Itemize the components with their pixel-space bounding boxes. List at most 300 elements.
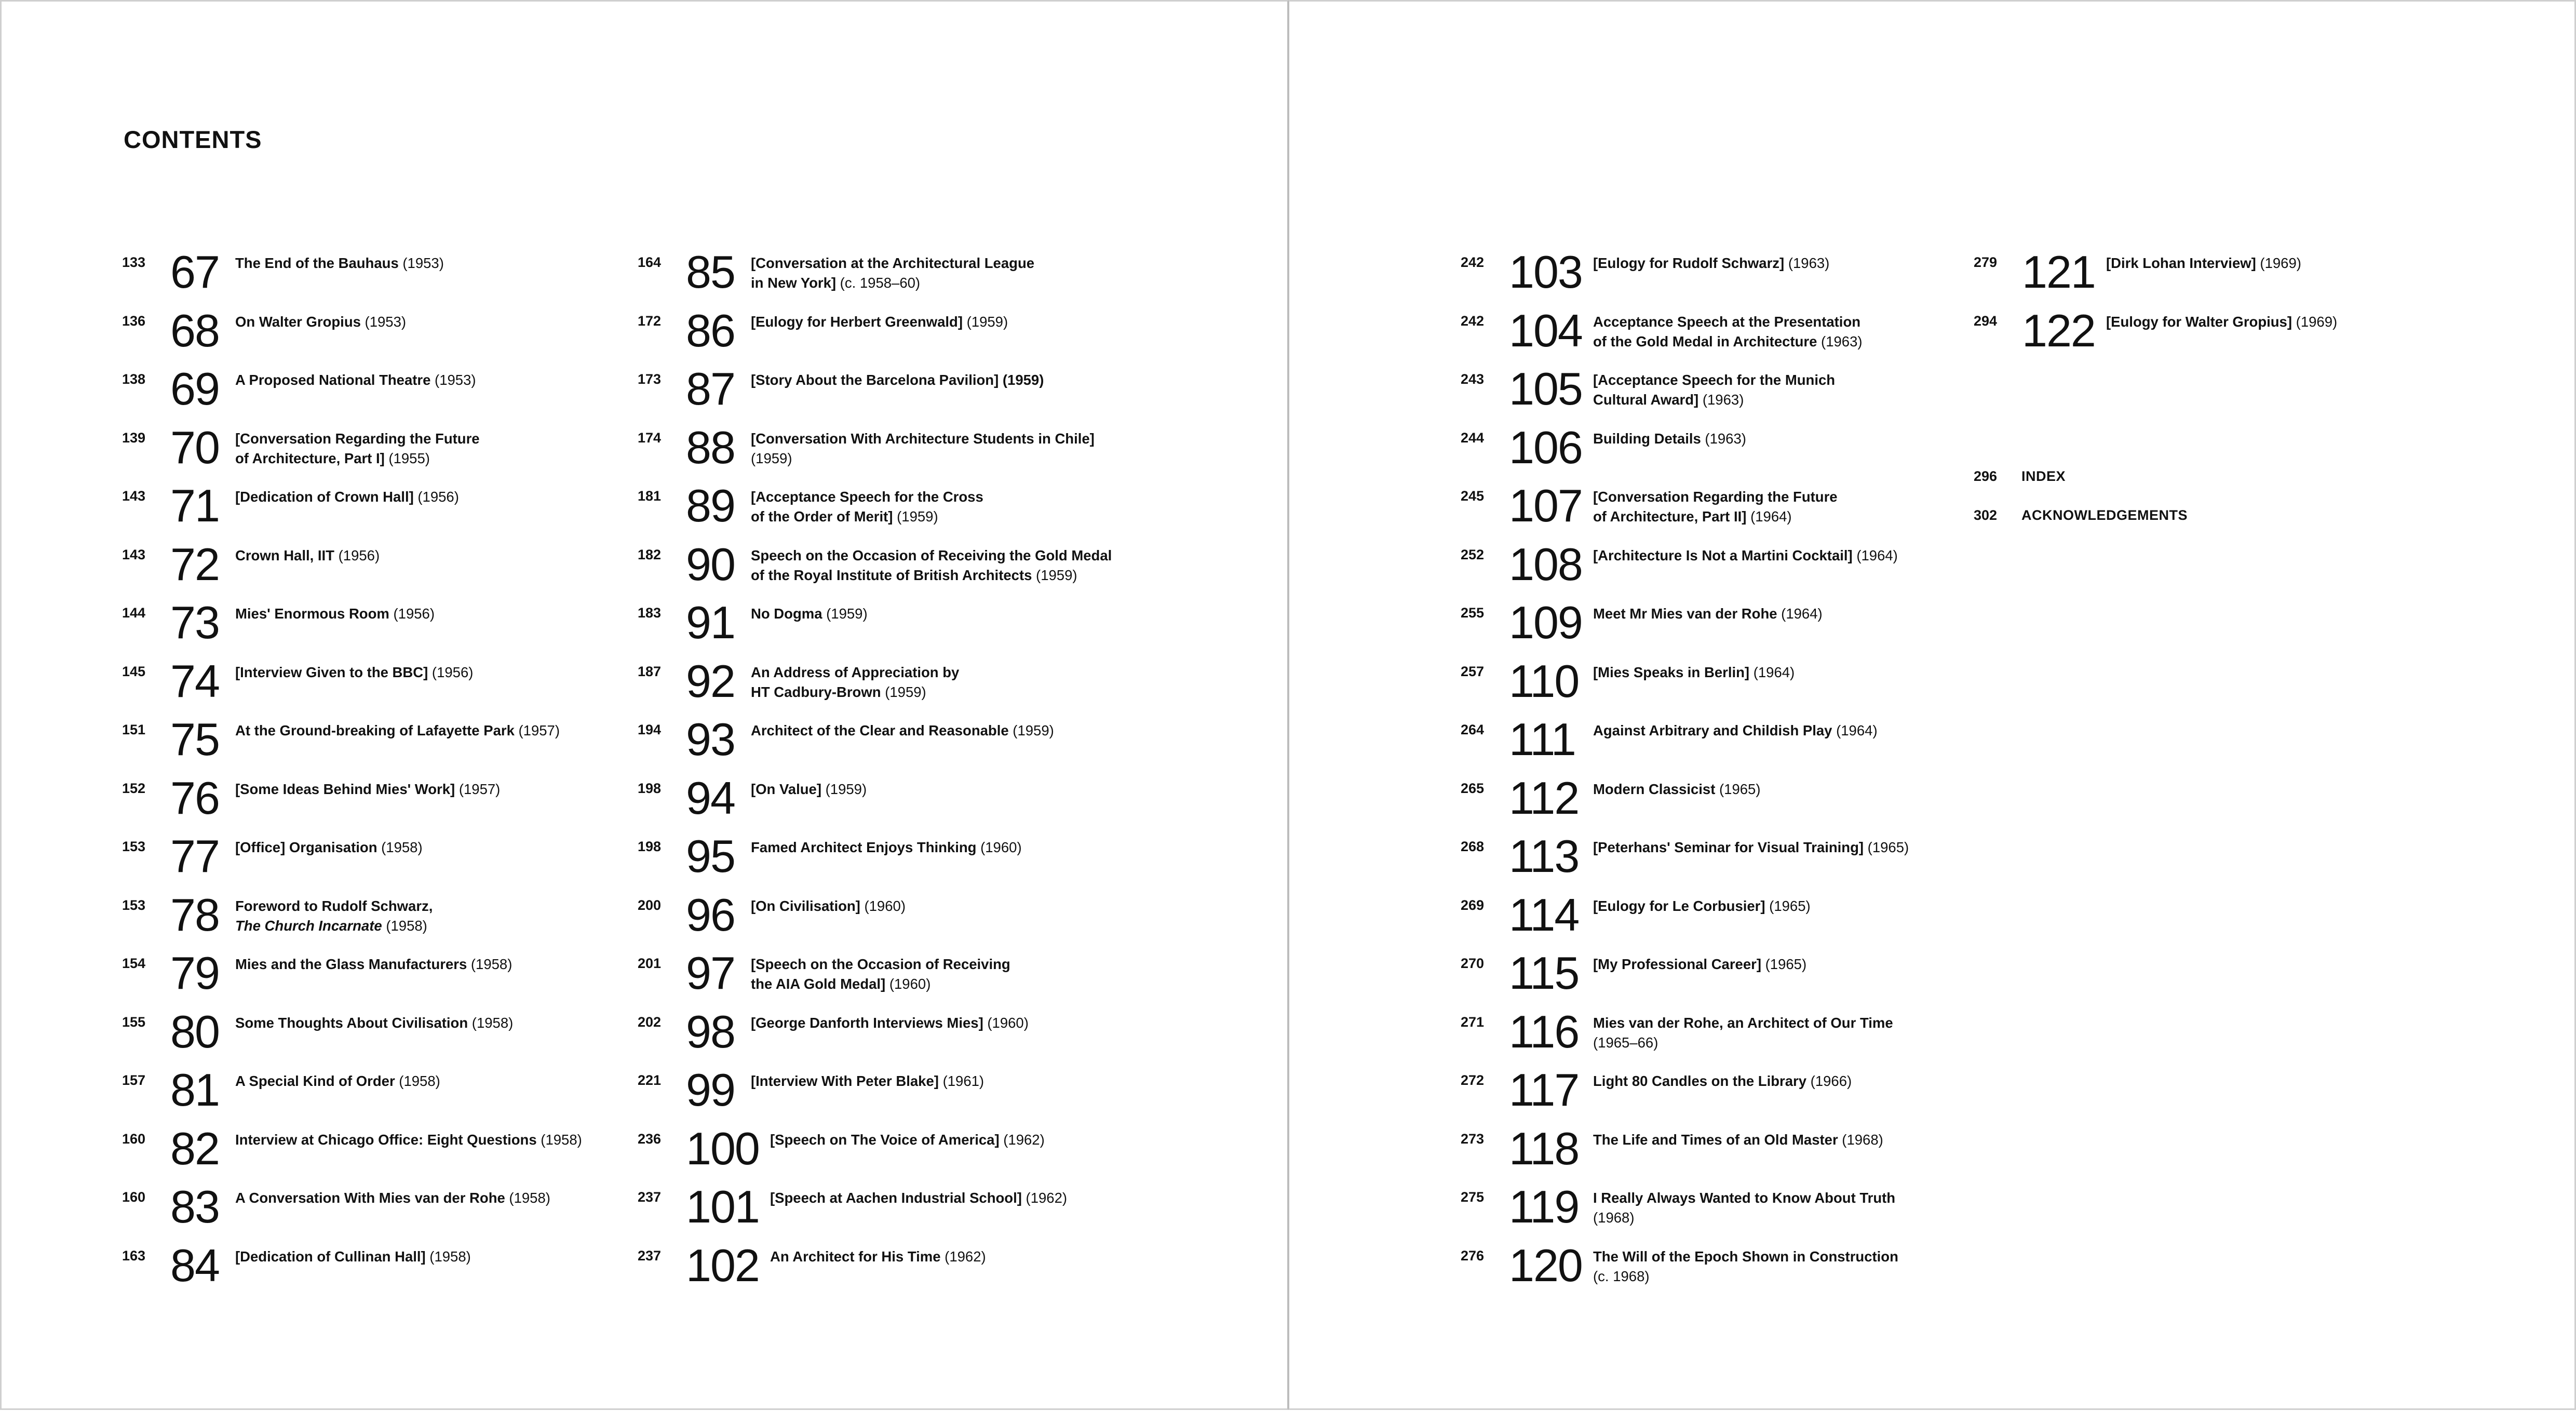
toc-entry-year: (1958) [468, 1014, 514, 1031]
toc-entry[interactable] [1974, 304, 2493, 371]
toc-entry[interactable] [122, 246, 641, 312]
toc-entry-title [751, 721, 1151, 741]
toc-title-line: Interview at Chicago Office: Eight Questions (1958) [235, 1131, 582, 1148]
toc-entry-title [1593, 1188, 1993, 1228]
page-title: CONTENTS [124, 126, 262, 153]
toc-page-number: 153 [122, 897, 146, 913]
toc-entry-number: 103 [1509, 246, 1582, 298]
toc-entry[interactable] [122, 655, 641, 721]
toc-entry-title [751, 487, 1151, 527]
toc-page-number: 133 [122, 254, 146, 270]
toc-entry-year: (1956) [389, 606, 435, 622]
toc-entry[interactable] [638, 714, 1157, 780]
toc-entry-title [235, 721, 635, 741]
toc-title-line: Mies van der Rohe, an Architect of Our Time [1593, 1014, 1893, 1031]
toc-page-number: 243 [1461, 371, 1485, 387]
toc-entry-number: 71 [170, 480, 219, 531]
toc-entry[interactable] [1461, 363, 1980, 429]
toc-entry-title [751, 253, 1151, 293]
toc-entry-year: (1965) [1761, 956, 1807, 972]
toc-entry-title [751, 1013, 1151, 1033]
toc-title-line: Modern Classicist (1965) [1593, 781, 1761, 797]
toc-entry-year: (1965) [1864, 839, 1909, 855]
toc-page-number: 236 [638, 1131, 662, 1147]
toc-entry[interactable] [1461, 655, 1980, 721]
toc-entry-title [751, 955, 1151, 994]
toc-title-line: Building Details (1963) [1593, 430, 1746, 447]
toc-entry-year: (c. 1968) [1593, 1268, 1650, 1284]
toc-entry-number: 89 [686, 480, 735, 531]
toc-entry-year: (1956) [428, 664, 474, 680]
toc-entry[interactable] [1461, 1181, 1980, 1247]
toc-entry-title [1593, 429, 1993, 449]
toc-entry[interactable] [638, 597, 1157, 663]
toc-entry[interactable] [122, 480, 641, 546]
toc-title-line [1593, 1208, 1993, 1228]
toc-title-line: An Address of Appreciation by [751, 664, 960, 680]
toc-entry-title [1593, 663, 1993, 682]
toc-entry[interactable] [1461, 597, 1980, 663]
toc-column-right-1 [1461, 246, 1980, 1305]
toc-page-number: 244 [1461, 429, 1485, 446]
toc-entry-number: 101 [686, 1181, 759, 1232]
toc-entry-title [235, 663, 635, 682]
toc-title-line: [Eulogy for Walter Gropius] (1969) [2106, 313, 2338, 330]
toc-entry-title [235, 955, 635, 974]
toc-entry[interactable] [122, 714, 641, 780]
toc-entry-year: (1958) [377, 839, 423, 855]
toc-title-line: [Interview Given to the BBC] (1956) [235, 664, 474, 680]
toc-page-number: 242 [1461, 313, 1485, 329]
toc-page-number: 160 [122, 1131, 146, 1147]
toc-entry-title [1593, 312, 1993, 352]
toc-entry[interactable] [1461, 1005, 1980, 1072]
toc-entry-year: (1964) [1749, 664, 1795, 680]
toc-entry-year: (1959) [881, 683, 926, 700]
toc-column-left-2 [638, 246, 1157, 1305]
toc-page-number: 273 [1461, 1131, 1485, 1147]
toc-entry-number: 84 [170, 1239, 219, 1291]
backmatter-label: INDEX [2021, 468, 2066, 484]
toc-entry-number: 76 [170, 772, 219, 824]
toc-entry-number: 98 [686, 1005, 735, 1057]
toc-page-number: 200 [638, 897, 662, 913]
toc-entry-number: 73 [170, 597, 219, 648]
toc-entry-year: (1964) [1777, 606, 1823, 622]
toc-entry[interactable] [638, 1239, 1157, 1306]
toc-title-line: [Acceptance Speech for the Munich [1593, 372, 1836, 388]
toc-title-line: of Architecture, Part I] (1955) [235, 450, 430, 466]
toc-entry[interactable] [638, 772, 1157, 838]
toc-title-line: the AIA Gold Medal] (1960) [751, 976, 931, 992]
toc-entry-year: (1957) [455, 781, 501, 797]
toc-title-line [1593, 1267, 1993, 1286]
toc-page-number: 163 [122, 1247, 146, 1264]
toc-entry[interactable] [1461, 1239, 1980, 1306]
toc-title-line: No Dogma (1959) [751, 606, 868, 622]
toc-entry-title [751, 896, 1151, 916]
toc-entry-year: (1963) [1817, 333, 1863, 350]
toc-entry-title [235, 429, 635, 468]
toc-title-line: [Dedication of Cullinan Hall] (1958) [235, 1248, 471, 1265]
toc-title-line: Mies and the Glass Manufacturers (1958) [235, 956, 512, 972]
toc-page-number: 144 [122, 605, 146, 621]
toc-entry-number: 82 [170, 1122, 219, 1174]
toc-page-number: 152 [122, 780, 146, 796]
toc-page-number: 201 [638, 956, 662, 971]
toc-page-number: 265 [1461, 780, 1485, 796]
toc-title-line: [Speech on the Occasion of Receiving [751, 956, 1010, 972]
toc-title-line: [My Professional Career] (1965) [1593, 956, 1807, 972]
toc-entry-number: 69 [170, 363, 219, 414]
toc-entry[interactable] [638, 1181, 1157, 1247]
toc-entry-year: (1959) [1032, 567, 1077, 583]
toc-entry-year: (1959) [999, 372, 1044, 388]
toc-entry[interactable] [122, 889, 641, 955]
toc-page-number: 194 [638, 722, 662, 737]
toc-page-number: 136 [122, 313, 146, 329]
toc-entry[interactable] [638, 480, 1157, 546]
toc-entry[interactable] [638, 304, 1157, 371]
toc-entry-number: 109 [1509, 597, 1582, 648]
toc-title-line: Against Arbitrary and Childish Play (1964) [1593, 722, 1878, 738]
toc-entry-title [235, 487, 635, 507]
toc-entry-number: 118 [1509, 1122, 1579, 1174]
toc-entry[interactable] [122, 1239, 641, 1306]
toc-entry-title [751, 1071, 1151, 1091]
toc-entry-year: (1962) [999, 1131, 1045, 1148]
toc-entry-year: (1960) [885, 976, 931, 992]
toc-entry[interactable] [638, 655, 1157, 721]
toc-entry-title [235, 1013, 635, 1033]
toc-page-number: 270 [1461, 956, 1485, 971]
toc-entry-year: (c. 1958–60) [836, 275, 921, 291]
toc-entry[interactable] [122, 947, 641, 1013]
toc-entry-number: 70 [170, 421, 219, 473]
toc-title-line: of the Royal Institute of British Architects (1959) [751, 567, 1077, 583]
toc-entry-number: 116 [1509, 1005, 1579, 1057]
toc-entry-number: 104 [1509, 304, 1582, 356]
toc-entry[interactable] [122, 1064, 641, 1130]
toc-entry-title [2106, 312, 2506, 332]
toc-column-right-2 [1974, 246, 2493, 370]
toc-entry[interactable] [638, 889, 1157, 955]
toc-page-number: 272 [1461, 1072, 1485, 1088]
toc-entry-title [1593, 370, 1993, 410]
toc-entry-year: (1953) [360, 313, 407, 330]
toc-title-line: Famed Architect Enjoys Thinking (1960) [751, 839, 1022, 855]
toc-entry-number: 114 [1509, 889, 1579, 940]
toc-title-line: Foreword to Rudolf Schwarz, [235, 897, 433, 914]
toc-page-number: 153 [122, 839, 146, 854]
toc-title-line: [Acceptance Speech for the Cross [751, 489, 983, 505]
toc-entry-year: (1969) [2292, 313, 2338, 330]
toc-page-number: 187 [638, 663, 662, 679]
toc-title-line: [On Civilisation] (1960) [751, 897, 906, 914]
toc-entry-title [1593, 604, 1993, 624]
toc-entry-number: 122 [2022, 304, 2095, 356]
backmatter-page-number: 296 [1974, 468, 1998, 484]
toc-title-line: HT Cadbury-Brown (1959) [751, 683, 926, 700]
toc-entry-number: 96 [686, 889, 735, 940]
toc-entry[interactable] [122, 830, 641, 896]
toc-page-number: 172 [638, 313, 662, 329]
toc-entry-title [1593, 838, 1993, 857]
toc-entry-year: (1960) [976, 839, 1022, 855]
toc-entry-year: (1964) [1852, 547, 1898, 563]
toc-entry-number: 106 [1509, 421, 1582, 473]
toc-entry-number: 111 [1509, 714, 1575, 765]
toc-page-number: 237 [638, 1247, 662, 1264]
toc-entry[interactable] [1461, 304, 1980, 371]
toc-page-number: 183 [638, 605, 662, 621]
toc-entry-number: 120 [1509, 1239, 1582, 1291]
toc-entry-title [235, 253, 635, 273]
toc-entry[interactable] [1461, 421, 1980, 488]
toc-entry[interactable] [122, 421, 641, 488]
toc-page-number: 151 [122, 722, 146, 737]
toc-entry-year: (1959) [962, 313, 1008, 330]
toc-entry-number: 117 [1509, 1064, 1579, 1116]
toc-entry[interactable] [638, 538, 1157, 604]
toc-entry-number: 68 [170, 304, 219, 356]
toc-entry-title [751, 546, 1151, 585]
toc-page-number: 157 [122, 1072, 146, 1088]
toc-title-line: [Architecture Is Not a Martini Cocktail] (1964) [1593, 547, 1898, 563]
toc-entry-number: 102 [686, 1239, 759, 1291]
toc-entry[interactable] [638, 1122, 1157, 1189]
toc-page-number: 198 [638, 780, 662, 796]
toc-title-line: of Architecture, Part II] (1964) [1593, 508, 1792, 525]
toc-entry[interactable] [122, 1122, 641, 1189]
toc-entry-title [1593, 721, 1993, 741]
toc-entry[interactable] [1461, 889, 1980, 955]
toc-column-left-1 [122, 246, 641, 1305]
toc-entry-title [751, 312, 1151, 332]
toc-title-line: Architect of the Clear and Reasonable (1959) [751, 722, 1054, 738]
toc-entry-year: (1958) [425, 1248, 471, 1265]
toc-entry-year: (1965) [1765, 897, 1811, 914]
toc-title-line [1593, 1033, 1993, 1053]
toc-entry-title [235, 1247, 635, 1267]
toc-title-line: Mies' Enormous Room (1956) [235, 606, 435, 622]
toc-title-line: of the Gold Medal in Architecture (1963) [1593, 333, 1863, 350]
toc-entry[interactable] [122, 1005, 641, 1072]
toc-title-line: [Eulogy for Rudolf Schwarz] (1963) [1593, 255, 1830, 271]
toc-page-number: 198 [638, 839, 662, 854]
toc-entry-title [1593, 253, 1993, 273]
toc-page-number: 174 [638, 429, 662, 446]
backmatter-entry[interactable] [1974, 507, 2441, 546]
toc-entry-number: 91 [686, 597, 735, 648]
toc-title-line: The Will of the Epoch Shown in Construction [1593, 1248, 1898, 1265]
toc-entry-title [235, 312, 635, 332]
toc-title-line: A Conversation With Mies van der Rohe (1958) [235, 1190, 550, 1206]
toc-entry-number: 74 [170, 655, 219, 707]
toc-entry[interactable] [122, 772, 641, 838]
toc-title-line: Light 80 Candles on the Library (1966) [1593, 1073, 1852, 1089]
toc-entry-year: (1963) [1701, 430, 1746, 447]
toc-title-line: Acceptance Speech at the Presentation [1593, 313, 1861, 330]
toc-title-line: [Dirk Lohan Interview] (1969) [2106, 255, 2301, 271]
toc-entry-number: 83 [170, 1181, 219, 1232]
toc-entry-year: (1963) [1698, 392, 1744, 408]
toc-entry[interactable] [122, 1181, 641, 1247]
toc-entry[interactable] [122, 304, 641, 371]
toc-entry-year: (1959) [1008, 722, 1054, 738]
toc-entry-year: (1956) [413, 489, 459, 505]
toc-page-number: 155 [122, 1014, 146, 1030]
toc-entry-number: 112 [1509, 772, 1579, 824]
toc-entry-number: 92 [686, 655, 735, 707]
toc-entry[interactable] [1461, 480, 1980, 546]
toc-title-line: Cultural Award] (1963) [1593, 392, 1744, 408]
toc-entry[interactable] [122, 363, 641, 429]
toc-title-line: [George Danforth Interviews Mies] (1960) [751, 1014, 1029, 1031]
toc-entry-number: 105 [1509, 363, 1582, 414]
toc-entry-year: (1958) [395, 1073, 440, 1089]
toc-entry[interactable] [1461, 1064, 1980, 1130]
toc-entry-year: (1966) [1806, 1073, 1852, 1089]
toc-page-number: 181 [638, 488, 662, 504]
toc-entry-number: 107 [1509, 480, 1582, 531]
toc-title-line: [Eulogy for Le Corbusier] (1965) [1593, 897, 1811, 914]
toc-entry[interactable] [638, 1064, 1157, 1130]
toc-entry-title [235, 1188, 635, 1208]
toc-entry-title [235, 1071, 635, 1091]
toc-entry[interactable] [1461, 714, 1980, 780]
toc-entry[interactable] [122, 538, 641, 604]
toc-entry[interactable] [638, 947, 1157, 1013]
toc-entry-number: 115 [1509, 947, 1579, 999]
toc-entry-year: (1958) [467, 956, 512, 972]
toc-entry[interactable] [1461, 830, 1980, 896]
toc-entry[interactable] [638, 363, 1157, 429]
backmatter-entry[interactable] [1974, 468, 2441, 507]
toc-entry-number: 119 [1509, 1181, 1579, 1232]
toc-entry-number: 99 [686, 1064, 735, 1116]
toc-entry-number: 81 [170, 1064, 219, 1116]
toc-page-number: 221 [638, 1072, 662, 1088]
toc-entry-number: 86 [686, 304, 735, 356]
toc-entry-number: 121 [2022, 246, 2095, 298]
toc-entry-year: (1964) [1832, 722, 1878, 738]
toc-entry[interactable] [638, 421, 1157, 488]
toc-entry-year: (1953) [430, 372, 476, 388]
toc-entry-title [751, 429, 1151, 468]
toc-entry[interactable] [1461, 1122, 1980, 1189]
toc-title-line: [Eulogy for Herbert Greenwald] (1959) [751, 313, 1008, 330]
toc-title-line: Speech on the Occasion of Receiving the Gold Medal [751, 547, 1112, 563]
toc-entry-number: 75 [170, 714, 219, 765]
toc-page-number: 257 [1461, 663, 1485, 679]
toc-entry[interactable] [1461, 538, 1980, 604]
toc-title-line: Meet Mr Mies van der Rohe (1964) [1593, 606, 1823, 622]
toc-page-number: 276 [1461, 1247, 1485, 1264]
toc-entry-title [1593, 780, 1993, 799]
toc-entry[interactable] [638, 830, 1157, 896]
toc-page-number: 182 [638, 546, 662, 562]
toc-page-number: 275 [1461, 1189, 1485, 1205]
toc-entry-title [751, 663, 1151, 702]
toc-entry-title [235, 370, 635, 390]
toc-page-number: 154 [122, 956, 146, 971]
toc-title-line: Some Thoughts About Civilisation (1958) [235, 1014, 514, 1031]
toc-entry-title [770, 1247, 1170, 1267]
toc-entry-number: 77 [170, 830, 219, 882]
toc-entry-number: 110 [1509, 655, 1579, 707]
toc-title-line: [Conversation With Architecture Students in Chile] [751, 430, 1095, 447]
toc-title-line: [Conversation at the Architectural League [751, 255, 1035, 271]
toc-entry-title [235, 1130, 635, 1150]
toc-entry[interactable] [1974, 246, 2493, 312]
toc-entry-year: (1953) [398, 255, 444, 271]
toc-entry-year: (1958) [382, 917, 427, 934]
toc-title-line: [Some Ideas Behind Mies' Work] (1957) [235, 781, 501, 797]
toc-title-line: of the Order of Merit] (1959) [751, 508, 938, 525]
toc-entry-year: (1955) [384, 450, 430, 466]
toc-entry-number: 72 [170, 538, 219, 590]
toc-title-line: [Conversation Regarding the Future [235, 430, 480, 447]
toc-entry-year: (1959) [893, 508, 938, 525]
toc-page-number: 237 [638, 1189, 662, 1205]
toc-entry-number: 108 [1509, 538, 1582, 590]
toc-entry-number: 67 [170, 246, 219, 298]
toc-page-number: 269 [1461, 897, 1485, 913]
toc-entry[interactable] [1461, 947, 1980, 1013]
toc-entry-year: (1964) [1746, 508, 1792, 525]
toc-entry[interactable] [638, 1005, 1157, 1072]
toc-entry-number: 85 [686, 246, 735, 298]
toc-entry-number: 78 [170, 889, 219, 940]
toc-entry-year: (1968) [1838, 1131, 1883, 1148]
toc-entry-year: (1962) [1021, 1190, 1068, 1206]
toc-entry[interactable] [1461, 246, 1980, 312]
toc-title-line: [Office] Organisation (1958) [235, 839, 423, 855]
toc-title-line [235, 916, 635, 936]
toc-title-line: [Speech at Aachen Industrial School] (1962) [770, 1190, 1068, 1206]
toc-entry-year: (1969) [2256, 255, 2301, 271]
toc-entry-title [1593, 1247, 1993, 1286]
toc-entry[interactable] [122, 597, 641, 663]
backmatter-list [1974, 468, 2441, 546]
toc-entry-number: 79 [170, 947, 219, 999]
toc-entry-title [770, 1188, 1170, 1208]
toc-entry-title [1593, 896, 1993, 916]
toc-title-line: [On Value] (1959) [751, 781, 867, 797]
toc-entry-number: 95 [686, 830, 735, 882]
toc-page-number: 242 [1461, 254, 1485, 270]
toc-page-number: 294 [1974, 313, 1998, 329]
toc-title-line: At the Ground-breaking of Lafayette Park (1957) [235, 722, 560, 738]
toc-title-line: [Speech on The Voice of America] (1962) [770, 1131, 1045, 1148]
toc-entry-title [1593, 487, 1993, 527]
toc-entry-title [751, 604, 1151, 624]
toc-page-number: 264 [1461, 722, 1485, 737]
toc-entry-title [235, 546, 635, 566]
toc-page-number: 143 [122, 546, 146, 562]
toc-page-number: 160 [122, 1189, 146, 1205]
toc-entry-year: (1961) [938, 1073, 984, 1089]
toc-entry-title [235, 604, 635, 624]
toc-entry[interactable] [638, 246, 1157, 312]
toc-title-line: [Interview With Peter Blake] (1961) [751, 1073, 984, 1089]
toc-page-number: 268 [1461, 839, 1485, 854]
toc-entry-year: (1958) [536, 1131, 582, 1148]
toc-page-number: 164 [638, 254, 662, 270]
toc-entry[interactable] [1461, 772, 1980, 838]
toc-title-line: On Walter Gropius (1953) [235, 313, 407, 330]
